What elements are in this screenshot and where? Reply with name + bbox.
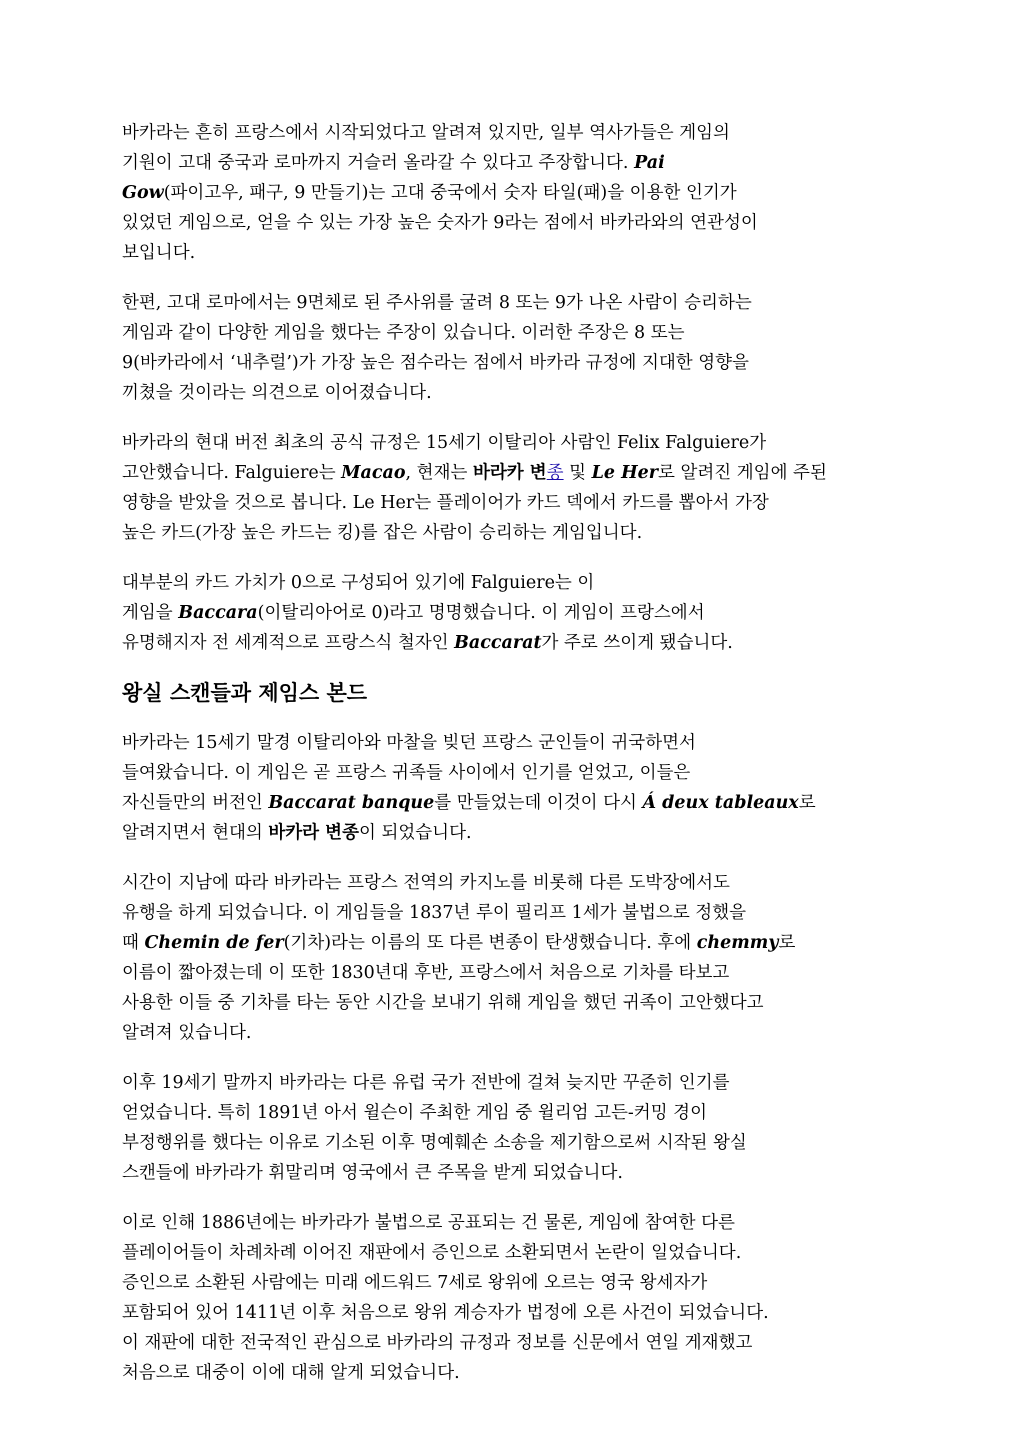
text: 9(바카라에서 ‘내추럴’)가 가장 높은 점수라는 점에서 바카라 규정에 지대한 영향을 xyxy=(122,353,749,373)
variant-link[interactable]: 종 xyxy=(546,463,564,483)
text: 고안했습니다. Falguiere는 xyxy=(122,463,342,483)
text: 이름이 짧아졌는데 이 또한 1830년대 후반, 프랑스에서 처음으로 기차를 타보고 xyxy=(122,963,730,983)
text-line xyxy=(122,428,912,458)
paragraph-gap xyxy=(122,1048,912,1068)
text: 가 주로 쓰이게 됐습니다. xyxy=(541,633,733,653)
paragraph-french-soldiers xyxy=(122,728,912,848)
text: 얻었습니다. 특히 1891년 아서 윌슨이 주최한 게임 중 윌리엄 고든-커밍 경이 xyxy=(122,1103,707,1123)
text: 증인으로 소환된 사람에는 미래 에드워드 7세로 왕위에 오르는 영국 왕세자가 xyxy=(122,1273,708,1293)
text-line xyxy=(122,148,912,178)
text-line xyxy=(122,238,912,268)
text: 때 xyxy=(122,933,145,953)
text: 기원이 고대 중국과 로마까지 거슬러 올라갈 수 있다고 주장합니다. xyxy=(122,153,635,173)
term-macao: Macao xyxy=(341,463,406,483)
term-bold: 바라카 변 xyxy=(472,463,547,483)
text-line xyxy=(122,1098,912,1128)
term-gow: Gow xyxy=(122,183,164,203)
text-line xyxy=(122,518,912,548)
text-line xyxy=(122,818,912,848)
text-line xyxy=(122,1268,912,1298)
text: 알려지면서 현대의 xyxy=(122,823,269,843)
term-baccarat-banque: Baccarat banque xyxy=(268,793,435,813)
text-line xyxy=(122,928,912,958)
term-baccara: Baccara xyxy=(178,603,258,623)
text-line xyxy=(122,728,912,758)
text: 높은 카드(가장 높은 카드는 킹)를 잡은 사람이 승리하는 게임입니다. xyxy=(122,523,643,543)
text: 로 xyxy=(798,793,816,813)
text: 들여왔습니다. 이 게임은 곧 프랑스 귀족들 사이에서 인기를 얻었고, 이들은 xyxy=(122,763,691,783)
paragraph-trial xyxy=(122,1208,912,1388)
paragraph-gap xyxy=(122,268,912,288)
text-line xyxy=(122,568,912,598)
text: , 현재는 xyxy=(405,463,473,483)
text-line xyxy=(122,598,912,628)
text: 포함되어 있어 1411년 이후 처음으로 왕위 계승자가 법정에 오른 사건이 되었습니다. xyxy=(122,1303,769,1323)
text: (파이고우, 패구, 9 만들기)는 고대 중국에서 숫자 타일(패)을 이용한 인기가 xyxy=(163,183,737,203)
text: 바카라는 흔히 프랑스에서 시작되었다고 알려져 있지만, 일부 역사가들은 게임의 xyxy=(122,123,730,143)
text-line xyxy=(122,1068,912,1098)
text: 게임을 xyxy=(122,603,179,623)
text-line xyxy=(122,1238,912,1268)
text: 끼쳤을 것이라는 의견으로 이어졌습니다. xyxy=(122,383,432,403)
term-pai: Pai xyxy=(634,153,665,173)
text: (이탈리아어로 0)라고 명명했습니다. 이 게임이 프랑스에서 xyxy=(257,603,705,623)
text: 보입니다. xyxy=(122,243,196,263)
term-baccarat: Baccarat xyxy=(454,633,542,653)
term-chemmy: chemmy xyxy=(696,933,779,953)
text-line xyxy=(122,988,912,1018)
text-line xyxy=(122,1358,912,1388)
text-line xyxy=(122,378,912,408)
text: 자신들만의 버전인 xyxy=(122,793,269,813)
document-body xyxy=(122,118,912,1388)
text: 를 만들었는데 이것이 다시 xyxy=(434,793,643,813)
text: 사용한 이들 중 기차를 타는 동안 시간을 보내기 위해 게임을 했던 귀족이 고안했다고 xyxy=(122,993,764,1013)
text-line xyxy=(122,208,912,238)
section-heading: 왕실 스캔들과 제임스 본드 xyxy=(122,681,368,705)
text-line xyxy=(122,348,912,378)
text: 시간이 지남에 따라 바카라는 프랑스 전역의 카지노를 비롯해 다른 도박장에서도 xyxy=(122,873,730,893)
text-line xyxy=(122,1298,912,1328)
text-line xyxy=(122,1158,912,1188)
paragraph-modern-version xyxy=(122,428,912,548)
text-line xyxy=(122,1208,912,1238)
text-line xyxy=(122,758,912,788)
text-line xyxy=(122,488,912,518)
text: 이후 19세기 말까지 바카라는 다른 유럽 국가 전반에 걸쳐 늦지만 꾸준히 인기를 xyxy=(122,1073,730,1093)
text-line xyxy=(122,628,912,658)
text: 게임과 같이 다양한 게임을 했다는 주장이 있습니다. 이러한 주장은 8 또는 xyxy=(122,323,685,343)
paragraph-gap xyxy=(122,408,912,428)
text: 로 xyxy=(778,933,796,953)
text: 로 알려진 게임에 주된 xyxy=(658,463,827,483)
paragraph-gap xyxy=(122,658,912,678)
text: 영향을 받았을 것으로 봅니다. Le Her는 플레이어가 카드 덱에서 카드를 뽑아서 가장 xyxy=(122,493,769,513)
term-chemin-de-fer: Chemin de fer xyxy=(144,933,284,953)
text-line xyxy=(122,898,912,928)
text-line xyxy=(122,178,912,208)
text: 스캔들에 바카라가 휘말리며 영국에서 큰 주목을 받게 되었습니다. xyxy=(122,1163,623,1183)
text: 이로 인해 1886년에는 바카라가 불법으로 공표되는 건 물론, 게임에 참여한 다른 xyxy=(122,1213,735,1233)
term-bold: 바카라 변종 xyxy=(268,823,359,843)
term-a-deux-tableaux: Á deux tableaux xyxy=(642,793,799,813)
text-line xyxy=(122,788,912,818)
text-line xyxy=(122,1018,912,1048)
text: 부정행위를 했다는 이유로 기소된 이후 명예훼손 소송을 제기함으로써 시작된 왕실 xyxy=(122,1133,747,1153)
text-line xyxy=(122,958,912,988)
text-line xyxy=(122,458,912,488)
paragraph-rome xyxy=(122,288,912,408)
text: 이 되었습니다. xyxy=(359,823,472,843)
text-line xyxy=(122,868,912,898)
text: 플레이어들이 차례차례 이어진 재판에서 증인으로 소환되면서 논란이 일었습니다. xyxy=(122,1243,742,1263)
text: 한편, 고대 로마에서는 9면체로 된 주사위를 굴려 8 또는 9가 나온 사람이 승리하는 xyxy=(122,293,752,313)
text: 유행을 하게 되었습니다. 이 게임들을 1837년 루이 필리프 1세가 불법으로 정했을 xyxy=(122,903,747,923)
text-line xyxy=(122,318,912,348)
text: 처음으로 대중이 이에 대해 알게 되었습니다. xyxy=(122,1363,460,1383)
text-line xyxy=(122,288,912,318)
paragraph-chemin-de-fer xyxy=(122,868,912,1048)
paragraph-royal-scandal xyxy=(122,1068,912,1188)
text-line xyxy=(122,1128,912,1158)
text: 알려져 있습니다. xyxy=(122,1023,252,1043)
paragraph-gap xyxy=(122,708,912,728)
paragraph-gap xyxy=(122,1188,912,1208)
text: 바카라의 현대 버전 최초의 공식 규정은 15세기 이탈리아 사람인 Felix Falguiere가 xyxy=(122,433,767,453)
paragraph-origins xyxy=(122,118,912,268)
paragraph-gap xyxy=(122,548,912,568)
text: 있었던 게임으로, 얻을 수 있는 가장 높은 숫자가 9라는 점에서 바카라와의 연관성이 xyxy=(122,213,758,233)
paragraph-naming xyxy=(122,568,912,658)
text: (기차)라는 이름의 또 다른 변종이 탄생했습니다. 후에 xyxy=(283,933,697,953)
text: 바카라는 15세기 말경 이탈리아와 마찰을 빚던 프랑스 군인들이 귀국하면서 xyxy=(122,733,696,753)
text: 이 재판에 대한 전국적인 관심으로 바카라의 규정과 정보를 신문에서 연일 게재했고 xyxy=(122,1333,753,1353)
paragraph-gap xyxy=(122,848,912,868)
text-line xyxy=(122,118,912,148)
text: 및 xyxy=(563,463,592,483)
text: 대부분의 카드 가치가 0으로 구성되어 있기에 Falguiere는 이 xyxy=(122,573,595,593)
text-line xyxy=(122,1328,912,1358)
text: 유명해지자 전 세계적으로 프랑스식 철자인 xyxy=(122,633,455,653)
term-le-her: Le Her xyxy=(591,463,659,483)
